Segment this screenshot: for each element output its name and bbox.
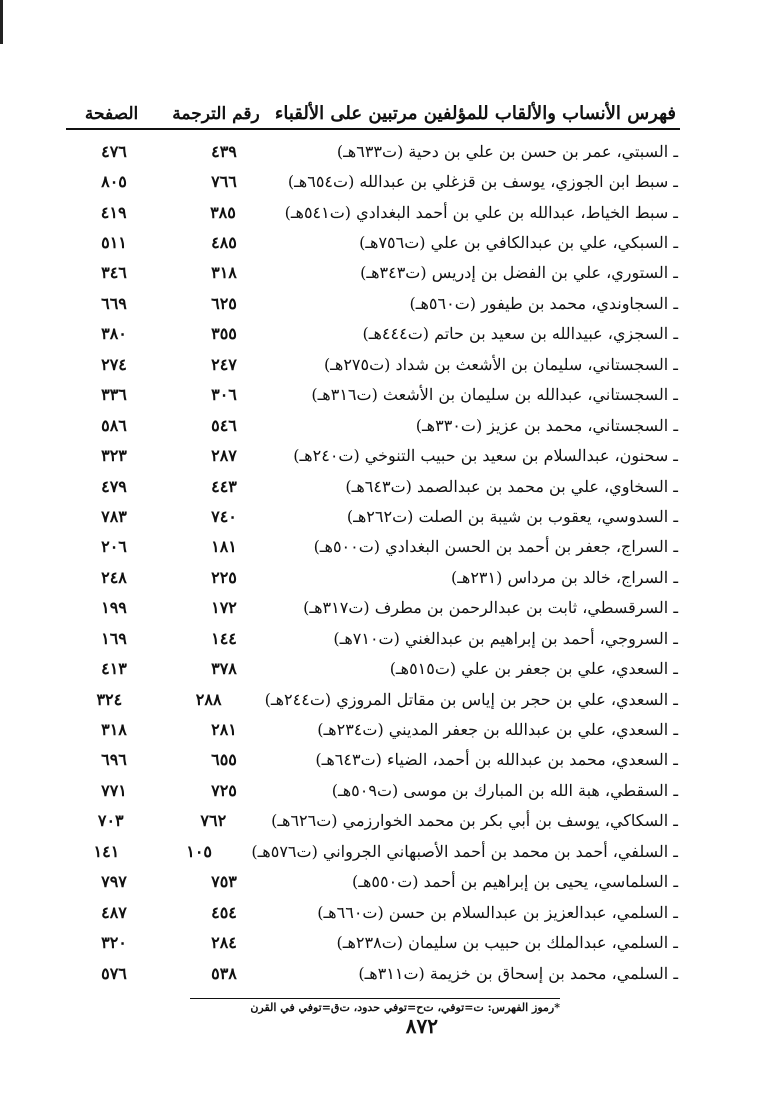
index-entries (66, 130, 680, 988)
table-row (66, 927, 680, 957)
entry-page: ١٦٩ (101, 628, 127, 648)
column-header-page: الصفحة (84, 104, 139, 124)
table-row (66, 897, 680, 927)
entry-name: ـ السلماسي، يحيى بن إبراهيم بن أحمد (ت٥٥٠هـ) (352, 872, 678, 892)
entry-number: ٣٠٦ (211, 385, 237, 405)
entry-number: ٧٦٦ (211, 172, 237, 192)
entry-page: ٣٣٦ (101, 385, 127, 405)
symbols-legend: *رموز الفهرس: ت=توفي، ت‌ح=توفي حدود، ت‌ق=توفي في القرن (190, 998, 560, 1014)
entry-number: ٤٨٥ (211, 233, 237, 253)
entry-page: ٤٧٦ (101, 141, 127, 161)
entry-name: ـ السلمي، محمد بن إسحاق بن خزيمة (ت٣١١هـ) (358, 963, 678, 983)
entry-page: ٣٢٠ (101, 933, 127, 953)
table-row (66, 653, 680, 683)
page-number: ٨٧٢ (405, 1014, 438, 1039)
entry-name: ـ سحنون، عبدالسلام بن سعيد بن حبيب التنوخي (ت٢٤٠هـ) (293, 446, 678, 466)
entry-name: ـ سبط ابن الجوزي، يوسف بن قزغلي بن عبدالله (ت٦٥٤هـ) (287, 172, 678, 192)
entry-number: ٥٣٨ (211, 963, 237, 983)
entry-number: ٢٨٨ (195, 689, 222, 709)
index-page (66, 88, 680, 1038)
entry-number: ٣٨٥ (210, 202, 236, 222)
entry-page: ٦٦٩ (101, 293, 127, 313)
entry-name: ـ السجزي، عبيدالله بن سعيد بن حاتم (ت٤٤٤هـ) (362, 324, 678, 344)
column-header-entry-number: رقم الترجمة (172, 104, 260, 124)
entry-page: ٣٢٣ (101, 446, 127, 466)
entry-page: ٣٢٤ (96, 689, 123, 709)
entry-name: ـ السعدي، علي بن عبدالله بن جعفر المديني (ت٢٣٤هـ) (317, 720, 678, 740)
entry-name: ـ السجستاني، سليمان بن الأشعث بن شداد (ت٢٧٥هـ) (323, 354, 678, 374)
entry-name: ـ السجستاني، محمد بن عزيز (ت٣٣٠هـ) (415, 415, 678, 435)
entry-name: ـ السجاوندي، محمد بن طيفور (ت٥٦٠هـ) (409, 293, 678, 313)
entry-number: ٤٥٤ (211, 902, 237, 922)
table-row (66, 197, 680, 227)
table-row (66, 258, 680, 288)
table-row (66, 593, 680, 623)
table-header (66, 88, 680, 130)
table-row (66, 319, 680, 349)
table-row (66, 775, 680, 805)
entry-name: ـ السعدي، محمد بن عبدالله بن أحمد، الضياء (ت٦٤٣هـ) (315, 750, 678, 770)
entry-number: ٢٤٧ (211, 354, 237, 374)
entry-page: ٣٤٦ (101, 263, 127, 283)
entry-number: ٦٢٥ (211, 293, 237, 313)
table-row (66, 501, 680, 531)
entry-number: ٦٥٥ (211, 750, 237, 770)
entry-page: ٤٨٧ (101, 902, 127, 922)
table-row (66, 562, 680, 592)
entry-page: ٧٧١ (101, 780, 127, 800)
table-row (66, 166, 680, 196)
table-row (66, 714, 680, 744)
entry-page: ٢٤٨ (101, 567, 127, 587)
entry-page: ٢٧٤ (101, 354, 127, 374)
table-row (66, 623, 680, 653)
entry-page: ٧٨٣ (101, 506, 127, 526)
entry-page: ٨٠٥ (101, 172, 127, 192)
index-title: فهرس الأنساب والألقاب للمؤلفين مرتبين على الألقباء (274, 103, 676, 124)
entry-page: ٦٩٦ (101, 750, 127, 770)
entry-number: ١٧٢ (211, 598, 237, 618)
entry-number: ٣٧٨ (211, 659, 237, 679)
entry-number: ٢٢٥ (211, 567, 237, 587)
table-row (66, 745, 680, 775)
entry-number: ٧٤٠ (211, 506, 237, 526)
entry-page: ٥١١ (101, 233, 127, 253)
entry-name: ـ السدوسي، يعقوب بن شيبة بن الصلت (ت٢٦٢هـ) (346, 506, 678, 526)
table-row (66, 471, 680, 501)
entry-number: ٧٢٥ (211, 780, 237, 800)
table-row (66, 410, 680, 440)
entry-number: ٤٣٩ (211, 141, 237, 161)
entry-page: ١٤١ (93, 841, 120, 861)
entry-number: ١٤٤ (211, 628, 237, 648)
entry-name: ـ السعدي، علي بن جعفر بن علي (ت٥١٥هـ) (389, 659, 678, 679)
entry-page: ٢٠٦ (101, 537, 127, 557)
entry-name: ـ السبكي، علي بن عبدالكافي بن علي (ت٧٥٦هـ) (359, 233, 678, 253)
table-row (66, 380, 680, 410)
entry-number: ٤٤٣ (211, 476, 237, 496)
entry-page: ٣٨٠ (101, 324, 127, 344)
table-row (66, 806, 680, 836)
entry-name: ـ السبتي، عمر بن حسن بن علي بن دحية (ت٦٣٣هـ) (336, 141, 678, 161)
entry-number: ٣١٨ (211, 263, 237, 283)
table-row (66, 684, 680, 714)
entry-number: ١٠٥ (186, 841, 212, 861)
entry-page: ٤١٣ (101, 659, 127, 679)
entry-page: ٧٩٧ (101, 872, 127, 892)
entry-page: ١٩٩ (101, 598, 127, 618)
entry-page: ٥٧٦ (101, 963, 127, 983)
entry-name: ـ الستوري، علي بن الفضل بن إدريس (ت٣٤٣هـ) (360, 263, 678, 283)
entry-number: ٧٥٣ (211, 872, 237, 892)
binding-edge (0, 0, 3, 44)
entry-number: ٥٤٦ (211, 415, 237, 435)
entry-name: ـ السلفي، أحمد بن محمد بن أحمد الأصبهاني الجرواني (ت٥٧٦هـ) (251, 841, 678, 861)
entry-number: ٧٦٢ (200, 811, 227, 831)
entry-name: ـ السلمي، عبدالعزيز بن عبدالسلام بن حسن (ت٦٦٠هـ) (317, 902, 678, 922)
table-row (66, 958, 680, 988)
entry-name: ـ السروجي، أحمد بن إبراهيم بن عبدالغني (ت٧١٠هـ) (333, 628, 678, 648)
table-row (66, 532, 680, 562)
table-row (66, 836, 680, 866)
table-row (66, 440, 680, 470)
entry-name: ـ السرقسطي، ثابت بن عبدالرحمن بن مطرف (ت٣١٧هـ) (303, 598, 678, 618)
table-row (66, 136, 680, 166)
entry-name: ـ السلمي، عبدالملك بن حبيب بن سليمان (ت٢٣٨هـ) (336, 933, 678, 953)
entry-name: ـ السخاوي، علي بن محمد بن عبدالصمد (ت٦٤٣هـ) (345, 476, 678, 496)
entry-name: ـ السجستاني، عبدالله بن سليمان بن الأشعث (ت٣١٦هـ) (311, 385, 678, 405)
entry-number: ١٨١ (211, 537, 237, 557)
entry-number: ٢٨١ (211, 720, 237, 740)
table-row (66, 867, 680, 897)
entry-name: ـ السعدي، علي بن حجر بن إياس بن مقاتل المروزي (ت٢٤٤هـ) (264, 689, 678, 709)
entry-page: ٧٠٣ (97, 811, 124, 831)
entry-number: ٢٨٧ (211, 446, 237, 466)
entry-page: ٤١٩ (100, 202, 127, 222)
entry-name: ـ السراج، جعفر بن أحمد بن الحسن البغدادي (ت٥٠٠هـ) (313, 537, 678, 557)
entry-name: ـ السكاكي، يوسف بن أبي بكر بن محمد الخوارزمي (ت٦٢٦هـ) (271, 811, 678, 831)
table-row (66, 349, 680, 379)
entry-number: ٢٨٤ (211, 933, 237, 953)
table-row (66, 288, 680, 318)
entry-name: ـ السقطي، هبة الله بن المبارك بن موسى (ت٥٠٩هـ) (331, 780, 678, 800)
entry-number: ٣٥٥ (211, 324, 237, 344)
entry-page: ٤٧٩ (101, 476, 127, 496)
entry-page: ٥٨٦ (101, 415, 127, 435)
table-row (66, 227, 680, 257)
entry-page: ٣١٨ (101, 720, 127, 740)
entry-name: ـ سبط الخياط، عبدالله بن علي بن أحمد البغدادي (ت٥٤١هـ) (284, 202, 678, 222)
entry-name: ـ السراج، خالد بن مرداس (٢٣١هـ) (450, 567, 678, 587)
